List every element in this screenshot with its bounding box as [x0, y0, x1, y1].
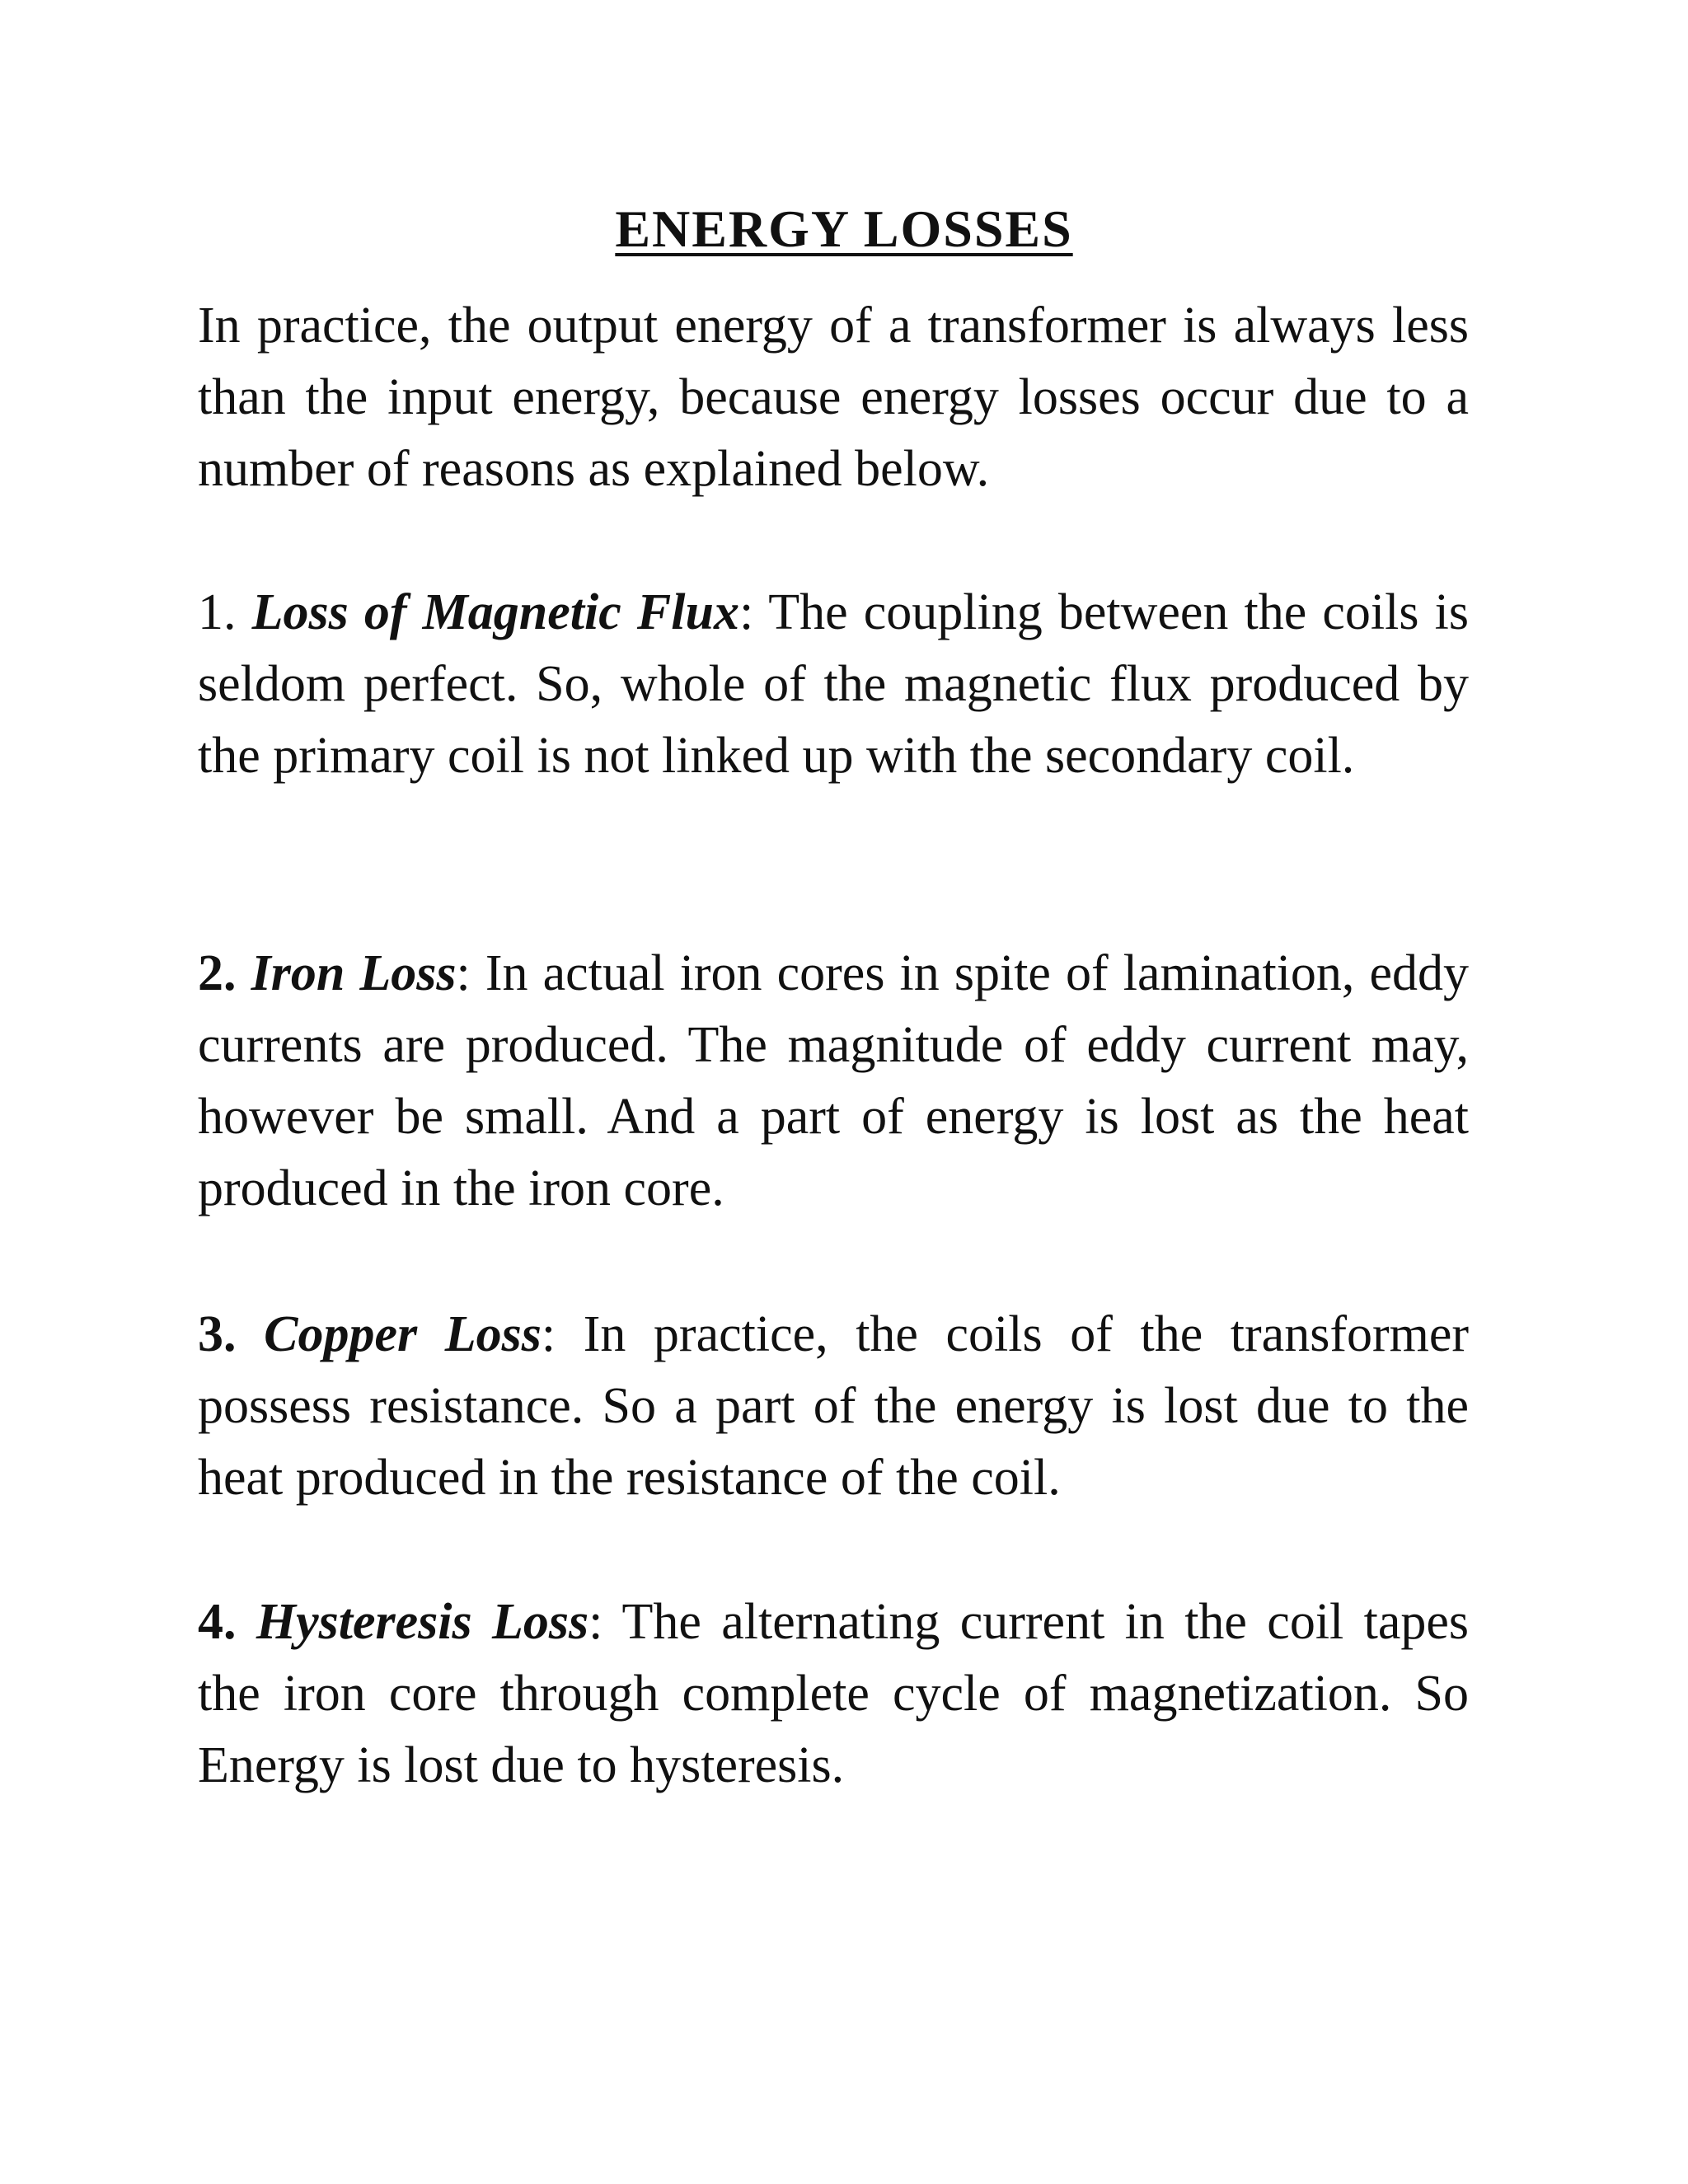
- loss-item-3-separator: :: [541, 1306, 556, 1362]
- loss-item-4-paragraph: [198, 1586, 1469, 1802]
- loss-item-4-separator: :: [588, 1594, 603, 1650]
- loss-item-1: [198, 577, 1469, 792]
- loss-item-2-term: Iron Loss: [251, 945, 457, 1001]
- loss-item-4: [198, 1586, 1469, 1802]
- loss-item-4-heading: [198, 1594, 588, 1650]
- loss-item-1-paragraph: [198, 577, 1469, 792]
- loss-item-4-number: 4.: [198, 1594, 237, 1650]
- loss-item-1-separator: :: [738, 584, 754, 640]
- loss-item-4-term: Hysteresis Loss: [256, 1594, 589, 1650]
- loss-item-2-text: In actual iron cores in spite of lamination, eddy currents are produced. The magnitude of eddy current may, however be small. And a part of energy is lost as the heat produced in the iron core.: [198, 945, 1470, 1216]
- loss-item-3-text: In practice, the coils of the transformer possess resistance. So a part of the energy is lost due to the heat produced in the resistance of the coil.: [198, 1306, 1470, 1506]
- page-title: ENERGY LOSSES: [615, 199, 1073, 258]
- loss-item-2-number: 2.: [198, 945, 237, 1001]
- intro-paragraph: In practice, the output energy of a transformer is always less than the input energy, because energy losses occur due to a number of reasons as explained below.: [198, 298, 1469, 497]
- loss-item-1-term: Loss of Magnetic Flux: [251, 584, 739, 640]
- loss-item-2-separator: :: [456, 945, 471, 1001]
- loss-item-3-number: 3.: [198, 1306, 237, 1362]
- intro-section: [198, 290, 1469, 505]
- loss-item-2-heading: [198, 945, 457, 1001]
- loss-item-2: [198, 938, 1469, 1225]
- loss-item-3-paragraph: [198, 1299, 1469, 1514]
- page-title-block: [0, 196, 1688, 262]
- loss-item-4-text: The alternating current in the coil tapes the iron core through complete cycle of magnetization. So Energy is lost due to hysteresis.: [198, 1594, 1470, 1793]
- loss-item-3: [198, 1299, 1469, 1514]
- loss-item-1-text: The coupling between the coils is seldom perfect. So, whole of the magnetic flux produced by the primary coil is not linked up with the secondary coil.: [198, 584, 1469, 784]
- loss-item-2-paragraph: [198, 938, 1469, 1225]
- loss-item-3-heading: [198, 1306, 542, 1362]
- loss-item-3-term: Copper Loss: [264, 1306, 542, 1362]
- loss-item-1-number: 1.: [198, 584, 237, 640]
